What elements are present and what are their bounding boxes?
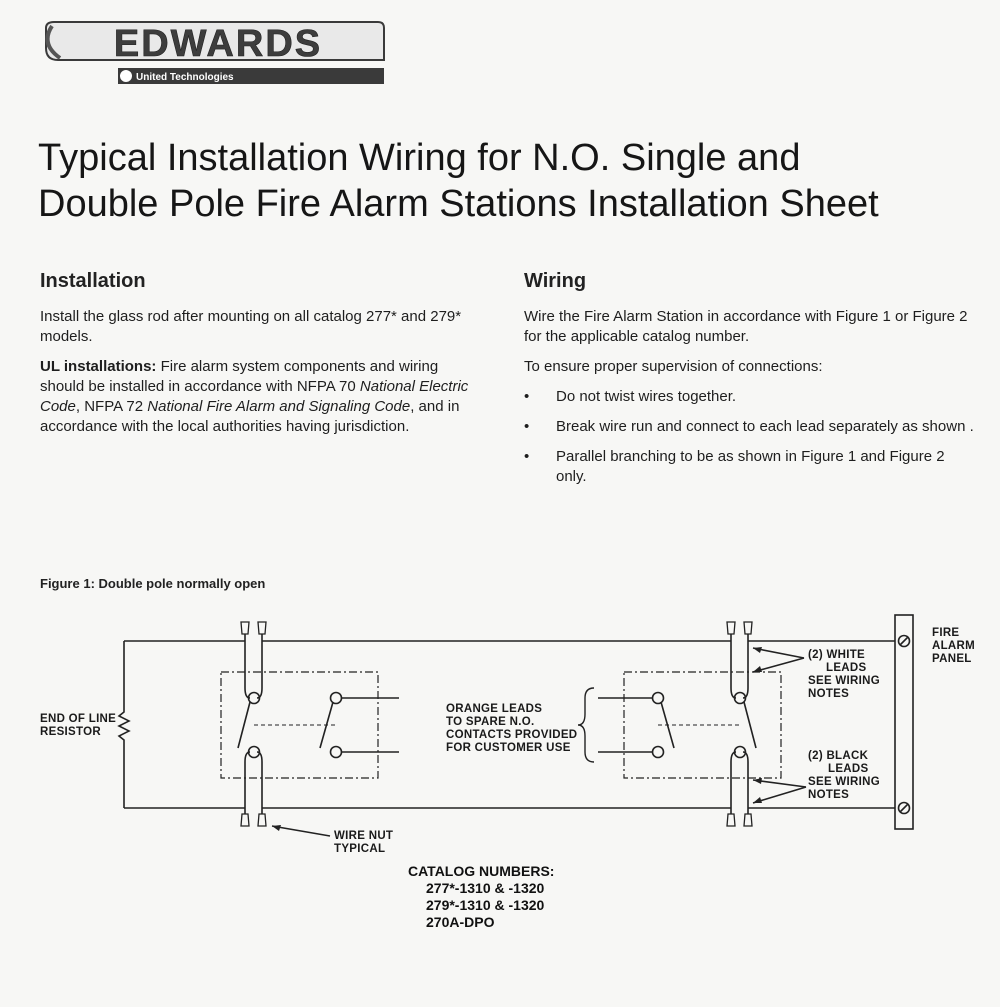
label-line: LEADS: [828, 763, 869, 775]
switch-blade: [238, 702, 250, 748]
label-line: FIRE: [932, 627, 960, 639]
label-line: RESISTOR: [40, 726, 101, 738]
figure-caption: Figure 1: Double pole normally open: [40, 576, 266, 591]
label-line: END OF LINE: [40, 713, 117, 725]
label-line: (2) WHITE: [808, 649, 865, 661]
arrowhead-icon: [272, 825, 281, 831]
lead-wire: [743, 752, 748, 816]
end-of-line-label: [40, 713, 116, 739]
label-line: TYPICAL: [334, 843, 386, 855]
arrowhead-icon: [753, 797, 762, 803]
installation-section: [40, 270, 480, 447]
arrowhead-icon: [753, 778, 762, 784]
brand-name: EDWARDS: [113, 23, 323, 65]
label-line: SEE WIRING: [808, 776, 881, 788]
wire-nut-icon: [258, 622, 266, 634]
supervision-para: To ensure proper supervision of connections:: [524, 358, 823, 375]
wire-nut-icon: [727, 814, 735, 826]
installation-heading: Installation: [40, 270, 146, 292]
ul-nec-ref: National Electric Code: [40, 378, 469, 415]
arrowhead-icon: [753, 666, 762, 672]
label-line: NOTES: [808, 789, 850, 801]
catalog-item: 279*-1310 & -1320: [426, 897, 545, 913]
wire-nut-icon: [744, 814, 752, 826]
label-line: SEE WIRING: [808, 675, 881, 687]
black-leads-label: [808, 750, 880, 802]
wire-nut-icon: [258, 814, 266, 826]
lead-wire: [743, 632, 748, 698]
catalog-item: 277*-1310 & -1320: [426, 880, 545, 896]
label-line: CONTACTS PROVIDED: [446, 729, 578, 741]
switch-blade: [744, 702, 756, 748]
orange-leads-brace: [578, 688, 594, 762]
arrowhead-icon: [753, 647, 762, 653]
contact-terminal: [653, 693, 664, 704]
lead-wire: [731, 752, 736, 816]
bullet-icon: •: [524, 448, 530, 465]
ul-nfpa72-ref: National Fire Alarm and Signaling Code: [147, 398, 411, 415]
label-line: LEADS: [826, 662, 867, 674]
contact-terminal: [653, 747, 664, 758]
bullet-text: Parallel branching to be as shown in Figure 1 and Figure 2 only.: [556, 448, 945, 485]
lead-wire: [257, 632, 262, 698]
title-line-2: Double Pole Fire Alarm Stations Installation Sheet: [38, 183, 879, 225]
wiring-para: Wire the Fire Alarm Station in accordance with Figure 1 or Figure 2 for the applicable catalog number.: [524, 308, 968, 345]
label-line: PANEL: [932, 653, 972, 665]
label-line: (2) BLACK: [808, 750, 869, 762]
wiring-heading: Wiring: [524, 270, 587, 292]
bullet-text: Do not twist wires together.: [556, 388, 737, 405]
contact-terminal: [331, 693, 342, 704]
wire-nut-arrow: [272, 826, 330, 836]
bullet-text: Break wire run and connect to each lead separately as shown .: [556, 418, 974, 435]
contact-terminal: [331, 747, 342, 758]
ul-text-1: Fire alarm system components and wiring should be installed in accordance with NFPA 70: [40, 358, 439, 395]
bullet-icon: •: [524, 388, 530, 405]
utc-emblem-icon: [119, 69, 133, 83]
ul-text-3: , and in accordance with the local authorities having jurisdiction.: [40, 398, 460, 435]
wire-nut-icon: [241, 814, 249, 826]
installation-para: Install the glass rod after mounting on all catalog 277* and 279* models.: [40, 308, 462, 345]
label-line: ORANGE LEADS: [446, 703, 543, 715]
page-title: [38, 135, 978, 227]
ul-text-2: , NFPA 72: [75, 398, 148, 415]
orange-leads-label: [446, 703, 577, 755]
ul-installations-para: [40, 357, 480, 437]
edwards-logo: [38, 18, 398, 90]
label-line: WIRE NUT: [334, 830, 394, 842]
title-line-1: Typical Installation Wiring for N.O. Single and: [38, 137, 801, 179]
edwards-logo-graphic: [38, 18, 398, 90]
wire-nut-icon: [727, 622, 735, 634]
wire-nut-icon: [241, 622, 249, 634]
lead-wire: [257, 752, 262, 816]
brand-tagline: United Technologies: [136, 72, 234, 83]
catalog-item: 270A-DPO: [426, 914, 495, 930]
wiring-bullet: [524, 447, 979, 487]
lead-wire: [731, 632, 736, 698]
white-leads-label: [808, 649, 880, 701]
wiring-section: [524, 270, 979, 497]
end-of-line-resistor: [119, 641, 129, 808]
catalog-heading: CATALOG NUMBERS:: [408, 863, 555, 879]
label-line: NOTES: [808, 688, 850, 700]
fire-alarm-panel-label: [932, 627, 975, 666]
label-line: FOR CUSTOMER USE: [446, 742, 571, 754]
wiring-bullet: [524, 417, 979, 437]
catalog-numbers: [408, 863, 554, 931]
lead-wire: [245, 752, 250, 816]
wire-nut-icon: [744, 622, 752, 634]
label-line: ALARM: [932, 640, 976, 652]
ul-label: UL installations:: [40, 358, 157, 375]
label-line: TO SPARE N.O.: [446, 716, 535, 728]
bullet-icon: •: [524, 418, 530, 435]
wire-nut-label: [334, 830, 393, 856]
wiring-bullet: [524, 387, 979, 407]
lead-wire: [245, 632, 250, 698]
